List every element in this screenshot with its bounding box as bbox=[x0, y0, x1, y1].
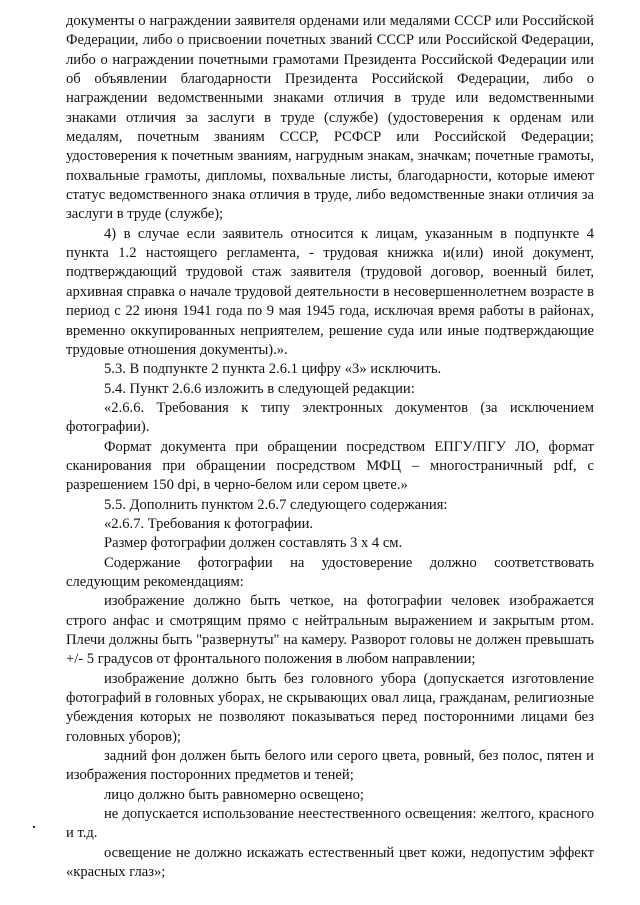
paragraph-item-4: 4) в случае если заявитель относится к лицам, указанным в подпункте 4 пункта 1.2 настоящего регламента, - трудовая книжка и(или) иной документ, подтверждающий трудовой стаж заявителя (трудовой договор, военный билет, архивная справка о начале трудовой деятельности в несовершеннолетнем возрасте в период с 22 июня 1941 года по 9 мая 1945 года, исключая время работы в районах, временно оккупированных неприятелем, решение суда или иные подтверждающие трудовые отношения документы).». bbox=[66, 225, 594, 358]
paragraph-5-5: 5.5. Дополнить пунктом 2.6.7 следующего содержания: bbox=[104, 496, 448, 513]
paragraph-no-headwear: изображение должно быть без головного убора (допускается изготовление фотографий в головных уборах, не скрывающих овал лица, гражданам, религиозные убеждения которых не позволяют показываться перед посторонними лицами без головных уборов); bbox=[66, 670, 594, 745]
paragraph-awards-documents: документы о награждении заявителя орденами или медалями СССР или Российской Федерации, либо о присвоении почетных званий СССР или Российской Федерации, либо о награждении почетными грамотами Президента Российской Федерации или об объявлении благодарности Президента Российской Федерации, либо о награждении ведомственными знаками отличия в труде или ведомственными знаками отличия за заслуги в труде (службе) (удостоверения к орденам или медалям, почетным званиям СССР, РСФСР или Российской Федерации; удостоверения к почетным званиям, нагрудным знакам, значкам; почетные грамоты, похвальные грамоты, дипломы, похвальные листы, благодарности, которые имеют статус ведомственного знака отличия в труде, либо ведомственные знаки отличия за заслуги в труде (службе); bbox=[66, 13, 594, 223]
paragraph-format: Формат документа при обращении посредством ЕПГУ/ПГУ ЛО, формат сканирования при обращении посредством МФЦ – многостраничный pdf, с разрешением 150 dpi, в черно-белом или сером цвете.» bbox=[66, 438, 594, 494]
paragraph-5-4: 5.4. Пункт 2.6.6 изложить в следующей редакции: bbox=[104, 380, 415, 397]
paragraph-skin-color: освещение не должно искажать естественный цвет кожи, недопустим эффект «красных глаз»; bbox=[66, 844, 594, 881]
paragraph-2-6-7: «2.6.7. Требования к фотографии. bbox=[104, 515, 314, 532]
paragraph-2-6-6: «2.6.6. Требования к типу электронных документов (за исключением фотографии). bbox=[66, 399, 594, 436]
paragraph-background: задний фон должен быть белого или серого цвета, ровный, без полос, пятен и изображения посторонних предметов и теней; bbox=[66, 748, 594, 784]
paragraph-photo-content: Содержание фотографии на удостоверение должно соответствовать следующим рекомендациям: bbox=[66, 554, 594, 590]
paragraph-no-artificial-light: не допускается использование неестественного освещения: желтого, красного и т.д. bbox=[66, 806, 594, 842]
paragraph-image-clear: изображение должно быть четкое, на фотографии человек изображается строго анфас и смотрящим прямо с нейтральным выражением и закрытым ртом. Плечи должны быть "развернуты" на камеру. Разворот головы не должен превышать +/- 5 градусов от фронтального положения в любом направлении; bbox=[66, 593, 594, 668]
scan-speck bbox=[33, 826, 35, 828]
document-page bbox=[66, 12, 594, 882]
paragraph-photo-size: Размер фотографии должен составлять 3 х 4 см. bbox=[104, 535, 403, 552]
paragraph-5-3: 5.3. В подпункте 2 пункта 2.6.1 цифру «3» исключить. bbox=[104, 361, 442, 378]
paragraph-lighting-even: лицо должно быть равномерно освещено; bbox=[104, 786, 364, 803]
